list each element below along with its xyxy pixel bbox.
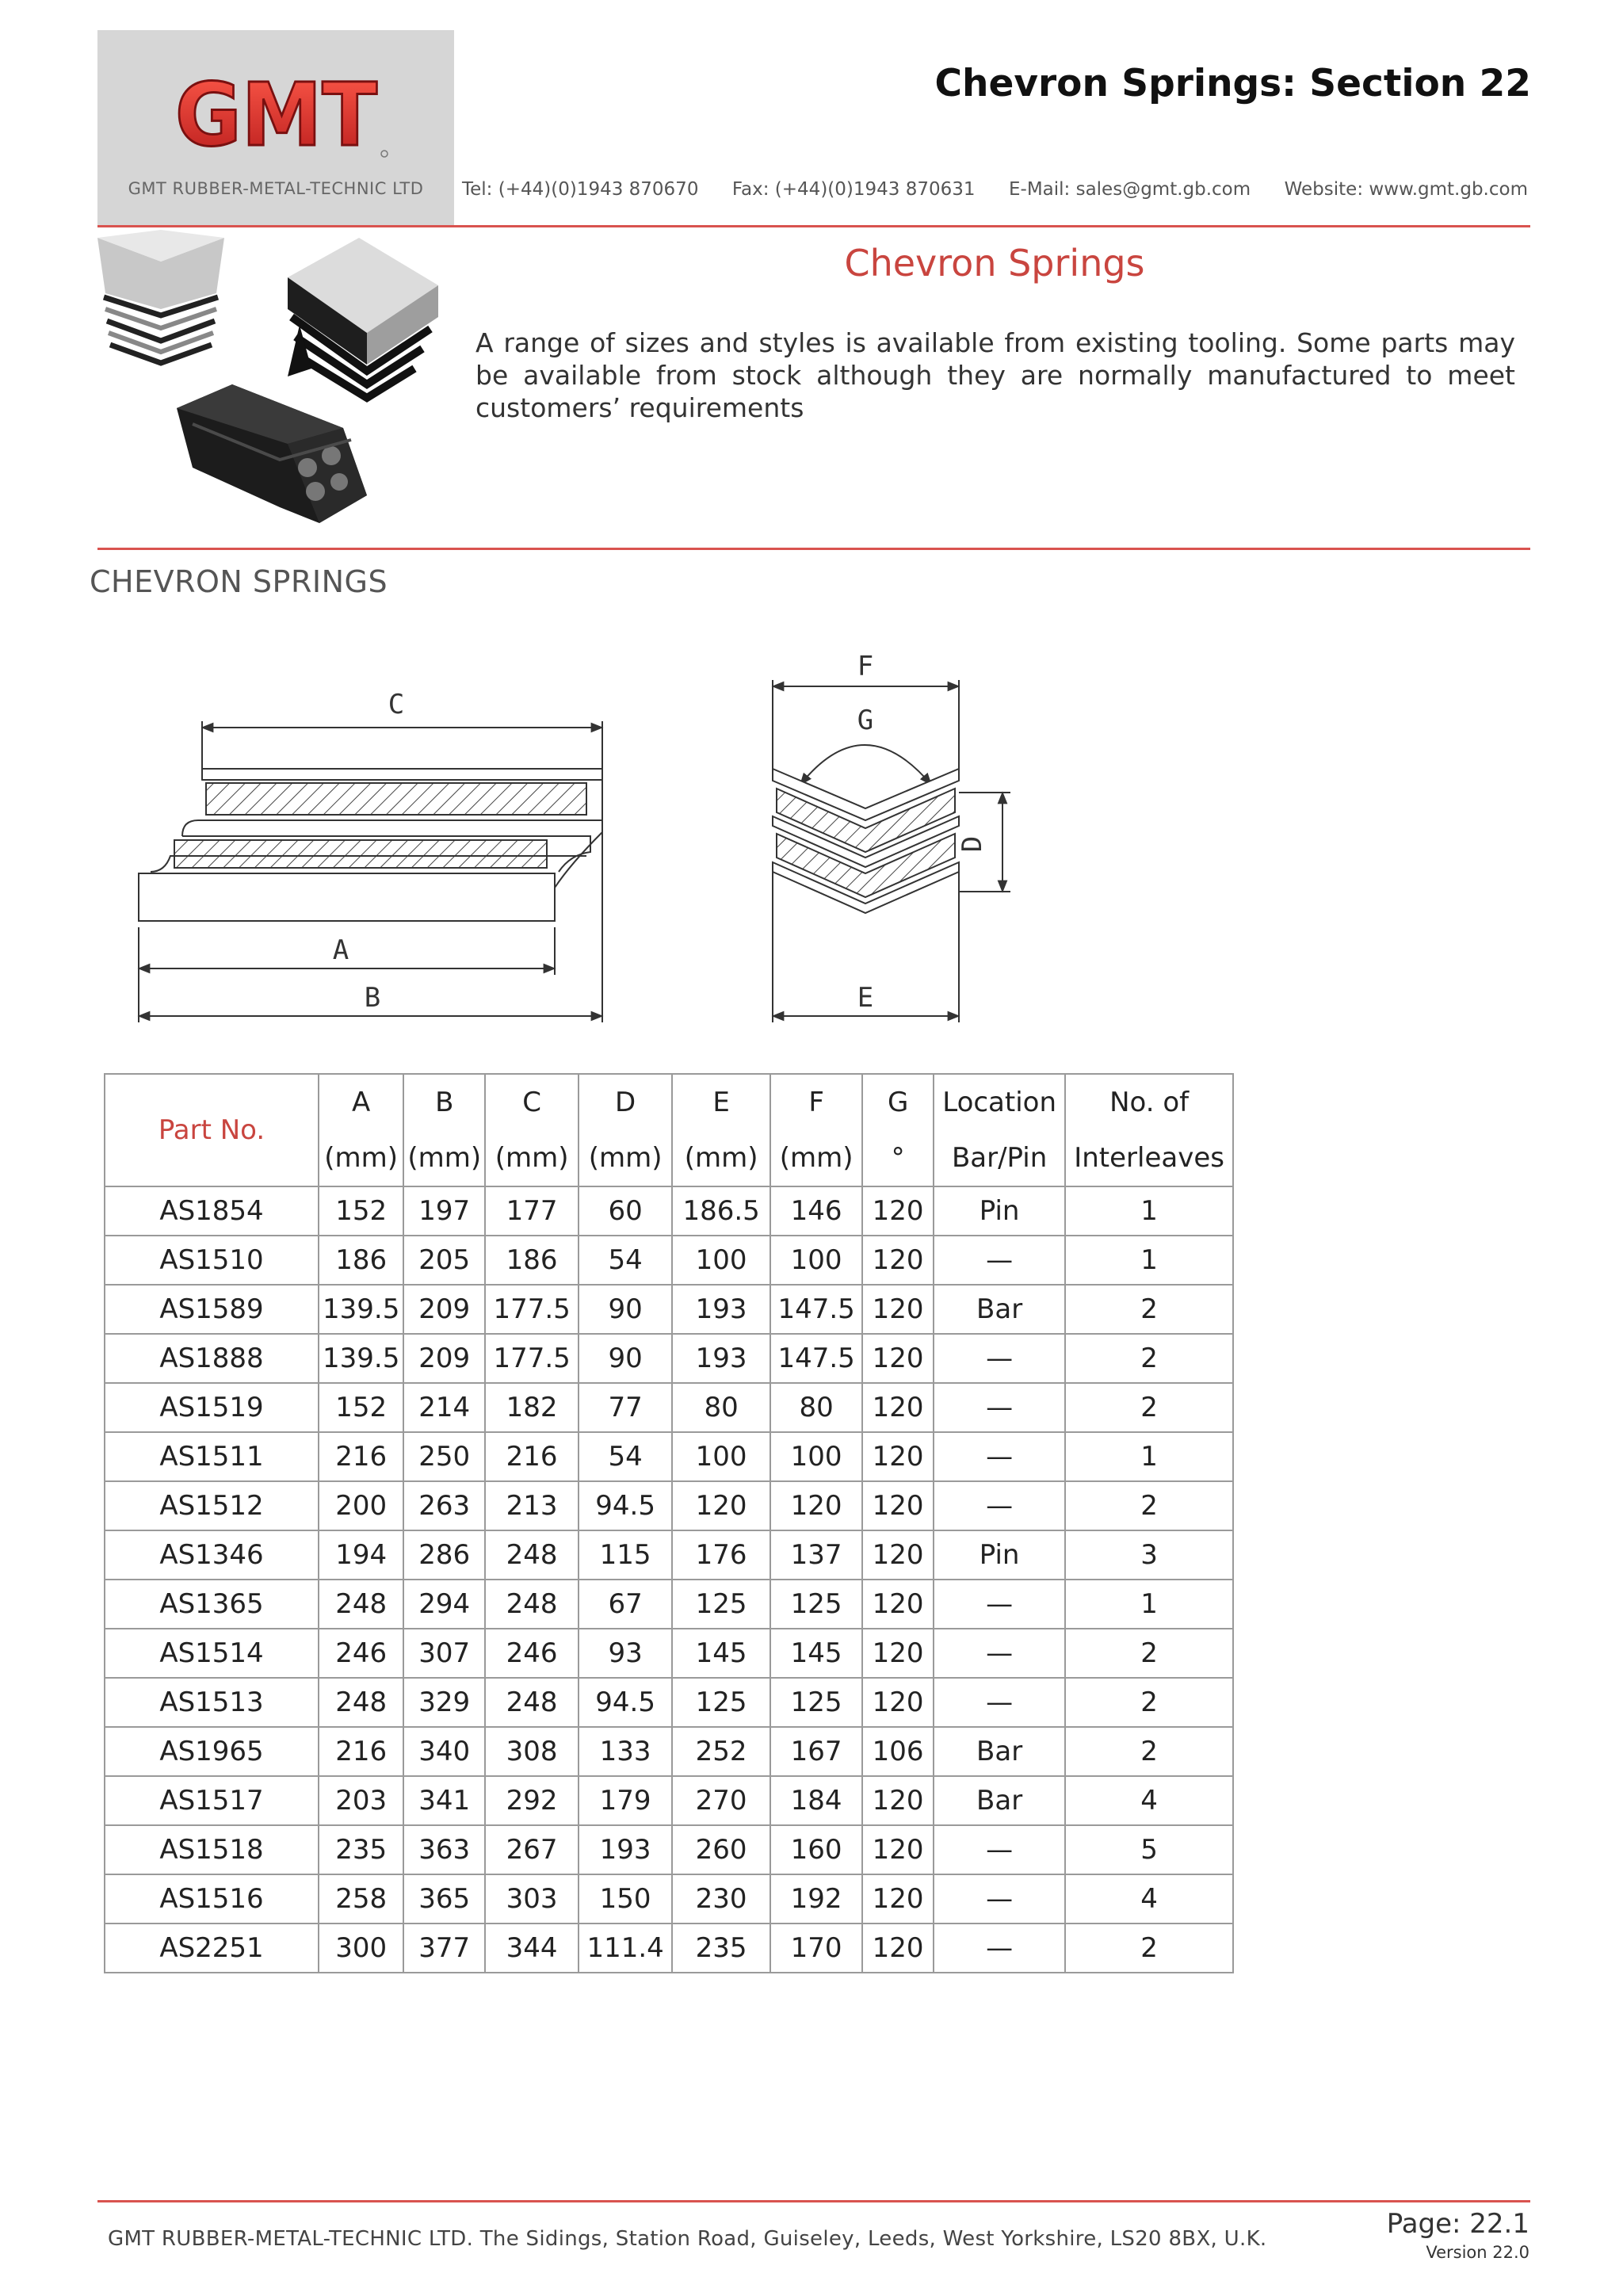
company-name-small: GMT RUBBER-METAL-TECHNIC LTD — [128, 179, 424, 198]
table-cell: 363 — [403, 1825, 485, 1874]
table-row — [105, 1825, 1233, 1874]
dim-label-d: D — [957, 835, 988, 853]
table-cell: 120 — [862, 1678, 934, 1727]
table-cell: 193 — [579, 1825, 672, 1874]
table-cell: 377 — [403, 1924, 485, 1973]
table-cell: Pin — [934, 1186, 1065, 1236]
part-no-cell: AS2251 — [105, 1924, 319, 1973]
table-cell: — — [934, 1629, 1065, 1678]
table-cell: — — [934, 1825, 1065, 1874]
table-cell: 216 — [319, 1727, 403, 1776]
table-row — [105, 1186, 1233, 1236]
table-row — [105, 1334, 1233, 1383]
table-cell: 125 — [770, 1678, 862, 1727]
part-no-cell: AS1512 — [105, 1481, 319, 1530]
col-header-g: G ° — [862, 1074, 934, 1186]
table-cell: 209 — [403, 1334, 485, 1383]
gmt-logo — [169, 70, 399, 165]
table-cell: 260 — [672, 1825, 770, 1874]
part-no-cell: AS1510 — [105, 1236, 319, 1285]
table-cell: — — [934, 1580, 1065, 1629]
dim-label-f: F — [857, 651, 874, 682]
table-cell: 120 — [862, 1432, 934, 1481]
spec-table — [104, 1073, 1234, 1973]
section-title: Chevron Springs: Section 22 — [934, 62, 1531, 105]
table-cell: 145 — [672, 1629, 770, 1678]
part-no-cell: AS1589 — [105, 1285, 319, 1334]
table-cell: 120 — [862, 1530, 934, 1580]
page-number: Page: 22.1 — [1386, 2208, 1529, 2240]
footer-address: GMT RUBBER-METAL-TECHNIC LTD. The Sidings, Station Road, Guiseley, Leeds, West Yorkshire, LS20 8BX, U.K. — [108, 2227, 1267, 2251]
col-header-c: C (mm) — [485, 1074, 579, 1186]
table-cell: 294 — [403, 1580, 485, 1629]
table-cell: 203 — [319, 1776, 403, 1825]
table-cell: 248 — [319, 1580, 403, 1629]
table-cell: 139.5 — [319, 1285, 403, 1334]
table-cell: 106 — [862, 1727, 934, 1776]
table-row — [105, 1383, 1233, 1432]
table-row — [105, 1924, 1233, 1973]
table-cell: 179 — [579, 1776, 672, 1825]
table-cell: 205 — [403, 1236, 485, 1285]
table-cell: 286 — [403, 1530, 485, 1580]
table-cell: 120 — [672, 1481, 770, 1530]
table-cell: 125 — [770, 1580, 862, 1629]
table-row — [105, 1874, 1233, 1924]
table-cell: 60 — [579, 1186, 672, 1236]
table-cell: 90 — [579, 1285, 672, 1334]
table-cell: 2 — [1065, 1334, 1233, 1383]
table-cell: 120 — [862, 1874, 934, 1924]
table-cell: 2 — [1065, 1481, 1233, 1530]
table-cell: 120 — [862, 1776, 934, 1825]
table-cell: 152 — [319, 1383, 403, 1432]
table-row — [105, 1285, 1233, 1334]
fax-text: Fax: (+44)(0)1943 870631 — [731, 179, 976, 200]
col-header-f: F (mm) — [770, 1074, 862, 1186]
email-link[interactable]: E-Mail: sales@gmt.gb.com — [1008, 179, 1251, 200]
table-row — [105, 1629, 1233, 1678]
table-cell: 150 — [579, 1874, 672, 1924]
table-cell: 186 — [319, 1236, 403, 1285]
col-header-b: B (mm) — [403, 1074, 485, 1186]
contact-line — [462, 179, 1528, 200]
table-cell: 186 — [485, 1236, 579, 1285]
table-cell: — — [934, 1924, 1065, 1973]
table-cell: 235 — [672, 1924, 770, 1973]
table-cell: 248 — [485, 1580, 579, 1629]
table-cell: 193 — [672, 1285, 770, 1334]
table-cell: 100 — [672, 1236, 770, 1285]
table-cell: 120 — [862, 1383, 934, 1432]
table-cell: 1 — [1065, 1186, 1233, 1236]
table-cell: 258 — [319, 1874, 403, 1924]
table-cell: 177 — [485, 1186, 579, 1236]
table-cell: 300 — [319, 1924, 403, 1973]
table-cell: 248 — [485, 1678, 579, 1727]
col-header-location: Location Bar/Pin — [934, 1074, 1065, 1186]
part-no-cell: AS1514 — [105, 1629, 319, 1678]
table-cell: 216 — [485, 1432, 579, 1481]
table-cell: 170 — [770, 1924, 862, 1973]
table-cell: 111.4 — [579, 1924, 672, 1973]
table-cell: 167 — [770, 1727, 862, 1776]
table-cell: 93 — [579, 1629, 672, 1678]
table-cell: 120 — [862, 1236, 934, 1285]
table-cell: 120 — [862, 1186, 934, 1236]
table-cell: 184 — [770, 1776, 862, 1825]
table-cell: 216 — [319, 1432, 403, 1481]
table-cell: 365 — [403, 1874, 485, 1924]
table-cell: 147.5 — [770, 1334, 862, 1383]
table-cell: 100 — [672, 1432, 770, 1481]
table-cell: 186.5 — [672, 1186, 770, 1236]
table-cell: 267 — [485, 1825, 579, 1874]
table-row — [105, 1678, 1233, 1727]
table-cell: 90 — [579, 1334, 672, 1383]
part-no-cell: AS1516 — [105, 1874, 319, 1924]
table-cell: 303 — [485, 1874, 579, 1924]
photo-chevron-stack — [97, 230, 224, 363]
table-cell: — — [934, 1383, 1065, 1432]
table-cell: 2 — [1065, 1383, 1233, 1432]
table-cell: 250 — [403, 1432, 485, 1481]
product-photos — [90, 230, 454, 547]
version-text: Version 22.0 — [1426, 2243, 1529, 2262]
table-cell: 194 — [319, 1530, 403, 1580]
table-cell: 248 — [485, 1530, 579, 1580]
table-cell: 67 — [579, 1580, 672, 1629]
table-cell: 197 — [403, 1186, 485, 1236]
col-header-e: E (mm) — [672, 1074, 770, 1186]
table-cell: 193 — [672, 1334, 770, 1383]
table-cell: 5 — [1065, 1825, 1233, 1874]
table-cell: 125 — [672, 1580, 770, 1629]
table-cell: 252 — [672, 1727, 770, 1776]
intro-rule — [97, 548, 1530, 550]
part-no-cell: AS1965 — [105, 1727, 319, 1776]
table-row — [105, 1236, 1233, 1285]
table-cell: 120 — [862, 1825, 934, 1874]
table-cell: 100 — [770, 1236, 862, 1285]
intro-paragraph: A range of sizes and styles is available from existing tooling. Some parts may be available from stock although they are normally manufactured to meet customers’ requirements — [475, 327, 1515, 423]
table-cell: 344 — [485, 1924, 579, 1973]
table-cell: 214 — [403, 1383, 485, 1432]
table-cell: 139.5 — [319, 1334, 403, 1383]
table-cell: 230 — [672, 1874, 770, 1924]
table-header-row — [105, 1074, 1233, 1186]
table-cell: 120 — [770, 1481, 862, 1530]
part-no-cell: AS1517 — [105, 1776, 319, 1825]
dim-label-g: G — [857, 705, 874, 736]
col-header-a: A (mm) — [319, 1074, 403, 1186]
table-cell: 120 — [862, 1629, 934, 1678]
col-header-d: D (mm) — [579, 1074, 672, 1186]
table-row — [105, 1530, 1233, 1580]
table-cell: 1 — [1065, 1432, 1233, 1481]
part-no-cell: AS1518 — [105, 1825, 319, 1874]
table-cell: 1 — [1065, 1580, 1233, 1629]
table-cell: — — [934, 1432, 1065, 1481]
table-cell: 54 — [579, 1236, 672, 1285]
table-cell: 341 — [403, 1776, 485, 1825]
photo-chevron-block — [177, 384, 367, 523]
part-no-header: Part No. — [105, 1074, 319, 1186]
table-cell: 137 — [770, 1530, 862, 1580]
table-cell: — — [934, 1874, 1065, 1924]
table-cell: 3 — [1065, 1530, 1233, 1580]
table-row — [105, 1776, 1233, 1825]
table-cell: 94.5 — [579, 1678, 672, 1727]
table-cell: 2 — [1065, 1727, 1233, 1776]
table-cell: — — [934, 1678, 1065, 1727]
table-cell: 54 — [579, 1432, 672, 1481]
col-header-interleaves: No. of Interleaves — [1065, 1074, 1233, 1186]
table-cell: 329 — [403, 1678, 485, 1727]
table-cell: 125 — [672, 1678, 770, 1727]
table-cell: 120 — [862, 1580, 934, 1629]
table-cell: 235 — [319, 1825, 403, 1874]
table-cell: 200 — [319, 1481, 403, 1530]
side-view — [139, 721, 602, 1022]
table-cell: 246 — [319, 1629, 403, 1678]
logo-wordmark: GMT — [175, 70, 377, 165]
table-cell: 100 — [770, 1432, 862, 1481]
part-no-cell: AS1513 — [105, 1678, 319, 1727]
table-cell: 213 — [485, 1481, 579, 1530]
table-cell: 152 — [319, 1186, 403, 1236]
table-row — [105, 1727, 1233, 1776]
table-row — [105, 1580, 1233, 1629]
table-cell: 80 — [672, 1383, 770, 1432]
table-cell: Bar — [934, 1285, 1065, 1334]
intro-heading: Chevron Springs — [844, 242, 1145, 285]
table-row — [105, 1432, 1233, 1481]
table-row — [105, 1481, 1233, 1530]
table-cell: 120 — [862, 1481, 934, 1530]
table-cell: 209 — [403, 1285, 485, 1334]
spec-table-body — [105, 1186, 1233, 1973]
table-cell: 4 — [1065, 1874, 1233, 1924]
photo-chevron-single — [288, 238, 438, 398]
table-cell: 115 — [579, 1530, 672, 1580]
table-cell: 2 — [1065, 1924, 1233, 1973]
table-cell: 182 — [485, 1383, 579, 1432]
table-cell: 192 — [770, 1874, 862, 1924]
part-no-cell: AS1888 — [105, 1334, 319, 1383]
table-cell: — — [934, 1334, 1065, 1383]
table-cell: 2 — [1065, 1629, 1233, 1678]
table-cell: 94.5 — [579, 1481, 672, 1530]
table-cell: 80 — [770, 1383, 862, 1432]
table-cell: Pin — [934, 1530, 1065, 1580]
part-no-cell: AS1854 — [105, 1186, 319, 1236]
table-cell: 1 — [1065, 1236, 1233, 1285]
dim-label-c: C — [388, 689, 405, 720]
table-cell: 2 — [1065, 1678, 1233, 1727]
table-cell: 146 — [770, 1186, 862, 1236]
phone-text: Tel: (+44)(0)1943 870670 — [462, 179, 699, 200]
table-cell: — — [934, 1236, 1065, 1285]
part-no-cell: AS1365 — [105, 1580, 319, 1629]
table-cell: 2 — [1065, 1285, 1233, 1334]
table-cell: 263 — [403, 1481, 485, 1530]
logo-panel — [97, 30, 454, 225]
table-cell: 145 — [770, 1629, 862, 1678]
part-no-cell: AS1511 — [105, 1432, 319, 1481]
subsection-title: CHEVRON SPRINGS — [90, 564, 388, 599]
dim-label-b: B — [364, 982, 381, 1014]
table-cell: 177.5 — [485, 1334, 579, 1383]
table-cell: 120 — [862, 1334, 934, 1383]
website-link[interactable]: Website: www.gmt.gb.com — [1284, 179, 1528, 200]
table-cell: 176 — [672, 1530, 770, 1580]
table-cell: Bar — [934, 1776, 1065, 1825]
table-cell: 120 — [862, 1285, 934, 1334]
table-cell: 77 — [579, 1383, 672, 1432]
table-cell: 270 — [672, 1776, 770, 1825]
footer-rule — [97, 2200, 1530, 2202]
table-cell: 133 — [579, 1727, 672, 1776]
part-no-cell: AS1346 — [105, 1530, 319, 1580]
table-cell: 177.5 — [485, 1285, 579, 1334]
table-cell: 308 — [485, 1727, 579, 1776]
chevron-drawing — [127, 650, 1038, 1030]
dim-label-a: A — [332, 934, 349, 966]
table-cell: — — [934, 1481, 1065, 1530]
table-cell: 307 — [403, 1629, 485, 1678]
part-no-cell: AS1519 — [105, 1383, 319, 1432]
table-cell: 147.5 — [770, 1285, 862, 1334]
table-cell: 4 — [1065, 1776, 1233, 1825]
table-cell: Bar — [934, 1727, 1065, 1776]
table-cell: 340 — [403, 1727, 485, 1776]
dim-label-e: E — [857, 982, 874, 1014]
table-cell: 292 — [485, 1776, 579, 1825]
header-rule — [97, 225, 1530, 227]
table-cell: 248 — [319, 1678, 403, 1727]
table-cell: 160 — [770, 1825, 862, 1874]
table-cell: 120 — [862, 1924, 934, 1973]
table-cell: 246 — [485, 1629, 579, 1678]
